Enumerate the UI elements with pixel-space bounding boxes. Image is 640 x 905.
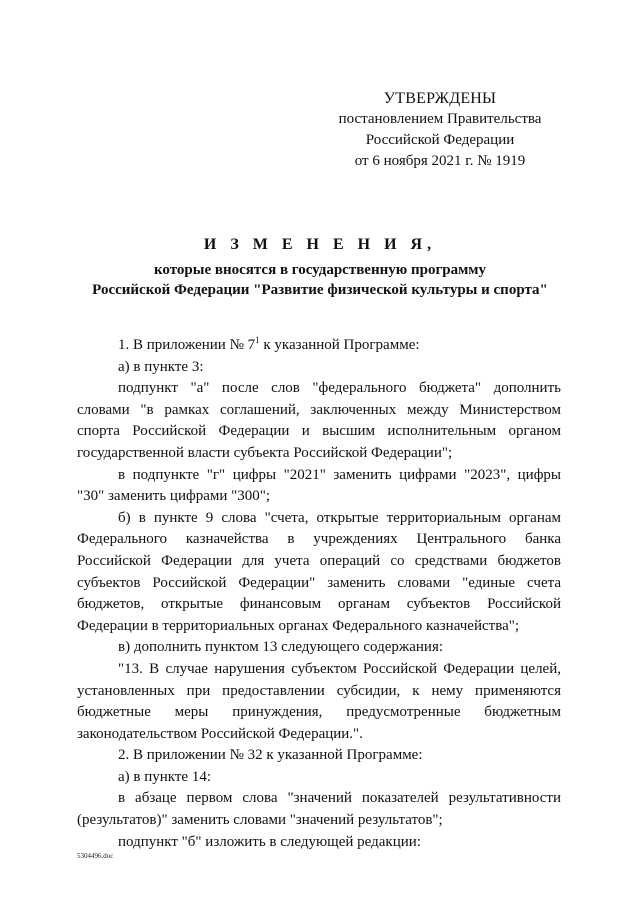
approval-heading: УТВЕРЖДЕНЫ	[383, 90, 497, 107]
approval-line-2: Российской Федерации	[365, 132, 515, 148]
paragraph-5: б) в пункте 9 слова "счета, открытые территориальным органам Федерального казначейства в учреждениях Центрального банка Российской Федерации для учета операций со средствами бюджетов субъектов Российской Федерации" заменить словами "единые счета бюджетов, открытые финансовым органам субъектов Российской Федерации в территориальных органах Федерального казначейства";	[77, 509, 561, 634]
document-subtitle	[70, 260, 570, 300]
paragraph-10: в абзаце первом слова "значений показателей результативности (результатов)" заменить словами "значений результатов";	[77, 790, 561, 829]
subtitle-line-2: Российской Федерации "Развитие физической культуры и спорта"	[92, 282, 548, 298]
paragraph-8: 2. В приложении № 32 к указанной Программе:	[118, 747, 423, 764]
footer-filename: 5304496.doc	[77, 852, 114, 860]
paragraph-4: в подпункте "г" цифры "2021" заменить цифрами "2023", цифры "30" заменить цифрами "300";	[77, 466, 561, 505]
document-body	[77, 330, 561, 853]
paragraph-6: в) дополнить пунктом 13 следующего содержания:	[118, 639, 444, 656]
paragraph-11: подпункт "б" изложить в следующей редакции:	[118, 833, 421, 850]
paragraph-9: а) в пункте 14:	[118, 768, 212, 785]
paragraph-1	[77, 330, 561, 357]
subtitle-line-1: которые вносятся в государственную программу	[153, 262, 487, 278]
document-title: И З М Е Н Е Н И Я,	[203, 236, 437, 253]
paragraph-7: "13. В случае нарушения субъектом Российской Федерации целей, установленных при предоставлении субсидии, к нему применяются бюджетные меры принуждения, предусмотренные бюджетным законодательством Российской Федерации.".	[77, 660, 561, 742]
approval-block	[330, 88, 550, 172]
paragraph-3: подпункт "а" после слов "федерального бюджета" дополнить словами "в рамках соглашений, заключенных между Министерством спорта Российской Федерации и высшим исполнительным органом государственной власти субъекта Российской Федерации";	[77, 380, 561, 461]
paragraph-1-tail: к указанной Программе:	[259, 337, 420, 353]
approval-line-3: от 6 ноября 2021 г. № 1919	[354, 153, 526, 169]
approval-line-1: постановлением Правительства	[338, 111, 542, 127]
paragraph-2: а) в пункте 3:	[118, 358, 204, 375]
superscript-index: 1	[255, 335, 260, 345]
paragraph-1-text: 1. В приложении № 7	[118, 337, 256, 353]
